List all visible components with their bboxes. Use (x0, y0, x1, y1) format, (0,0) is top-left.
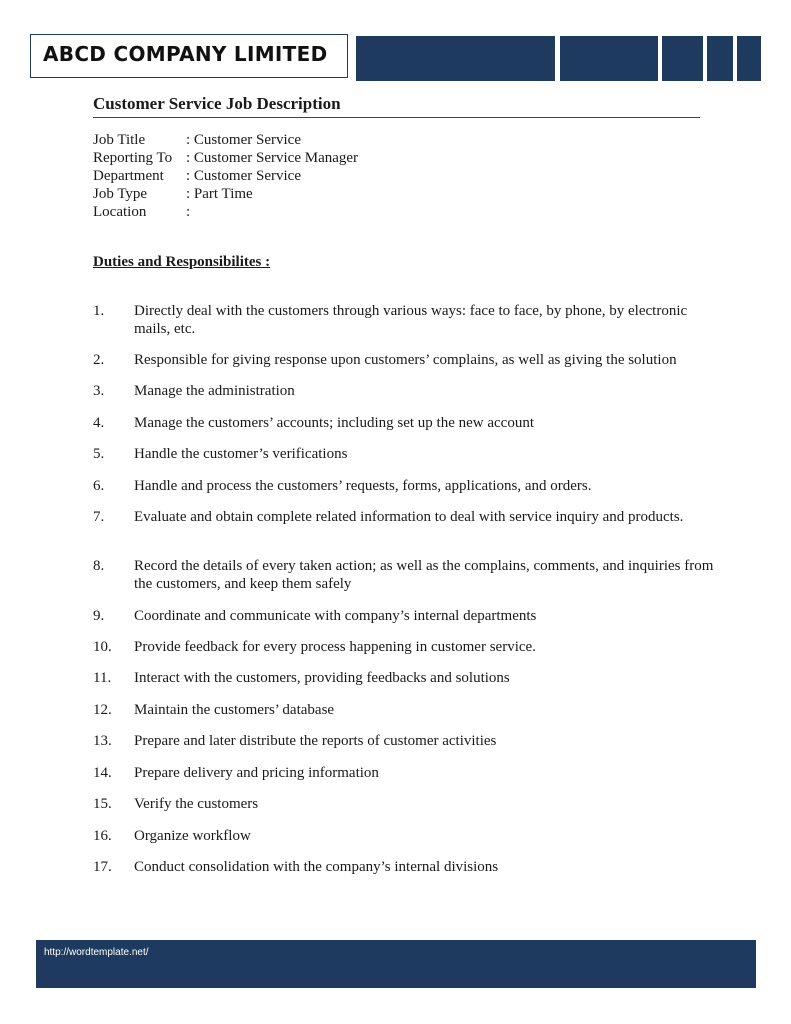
info-value: : Customer Service (186, 132, 301, 148)
title-divider (93, 117, 700, 118)
info-key: Department (93, 168, 164, 184)
header-blue-block (662, 36, 703, 81)
company-name: ABCD COMPANY LIMITED (43, 42, 328, 66)
header-blue-block (707, 36, 733, 81)
duty-number: 14. (93, 765, 112, 781)
job-info-table (93, 131, 358, 221)
info-row-job-type (93, 185, 358, 203)
duty-text: Interact with the customers, providing feedbacks and solutions (134, 670, 510, 686)
duty-text: Responsible for giving response upon customers’ complains, as well as giving the solution (134, 352, 677, 368)
info-key: Job Type (93, 186, 148, 202)
duty-number: 11. (93, 670, 112, 686)
duty-number: 13. (93, 733, 112, 749)
info-row-location (93, 203, 358, 221)
duty-number: 15. (93, 796, 112, 812)
duties-heading: Duties and Responsibilites : (93, 254, 271, 270)
info-key: Reporting To (93, 150, 173, 166)
duty-number: 12. (93, 702, 112, 718)
footer-url: http://wordtemplate.net/ (44, 947, 149, 958)
duty-number: 1. (93, 303, 105, 319)
duty-number: 5. (93, 446, 105, 462)
duty-number: 8. (93, 558, 105, 574)
header-blue-block (560, 36, 658, 81)
header-blue-block (356, 36, 555, 81)
duty-text: Directly deal with the customers through various ways: face to face, by phone, by electronic mails, etc. (134, 303, 688, 337)
duty-text: Manage the customers’ accounts; including set up the new account (134, 415, 535, 431)
header-blue-block (737, 36, 761, 81)
duty-text: Provide feedback for every process happening in customer service. (134, 639, 536, 655)
duty-text: Prepare delivery and pricing information (134, 765, 379, 781)
duty-text: Handle the customer’s verifications (134, 446, 348, 462)
info-key: Job Title (93, 132, 146, 148)
duty-text: Coordinate and communicate with company’s internal departments (134, 608, 537, 624)
duty-number: 6. (93, 478, 105, 494)
duty-text: Prepare and later distribute the reports of customer activities (134, 733, 497, 749)
duty-number: 10. (93, 639, 112, 655)
duty-text: Manage the administration (134, 383, 295, 399)
duty-number: 17. (93, 859, 112, 875)
company-header-box (30, 34, 348, 78)
footer-bar (36, 940, 756, 988)
duty-number: 16. (93, 828, 112, 844)
info-value: : (186, 204, 191, 220)
duty-text: Maintain the customers’ database (134, 702, 335, 718)
duty-text: Verify the customers (134, 796, 259, 812)
info-value: : Customer Service Manager (186, 150, 359, 166)
duty-text: Record the details of every taken action; as well as the complains, comments, and inquiries from the customers, and keep them safely (134, 558, 714, 592)
duty-text: Handle and process the customers’ requests, forms, applications, and orders. (134, 478, 592, 494)
info-row-reporting-to (93, 149, 358, 167)
duty-text: Conduct consolidation with the company’s internal divisions (134, 859, 499, 875)
duty-number: 3. (93, 383, 105, 399)
duty-text: Evaluate and obtain complete related information to deal with service inquiry and products. (134, 509, 684, 525)
document-title: Customer Service Job Description (93, 94, 341, 113)
duty-number: 7. (93, 509, 105, 525)
info-row-department (93, 167, 358, 185)
duty-number: 4. (93, 415, 105, 431)
duty-number: 2. (93, 352, 105, 368)
duty-number: 9. (93, 608, 105, 624)
info-value: : Part Time (186, 186, 253, 202)
info-value: : Customer Service (186, 168, 301, 184)
info-row-job-title (93, 131, 358, 149)
duty-text: Organize workflow (134, 828, 251, 844)
info-key: Location (93, 204, 147, 220)
